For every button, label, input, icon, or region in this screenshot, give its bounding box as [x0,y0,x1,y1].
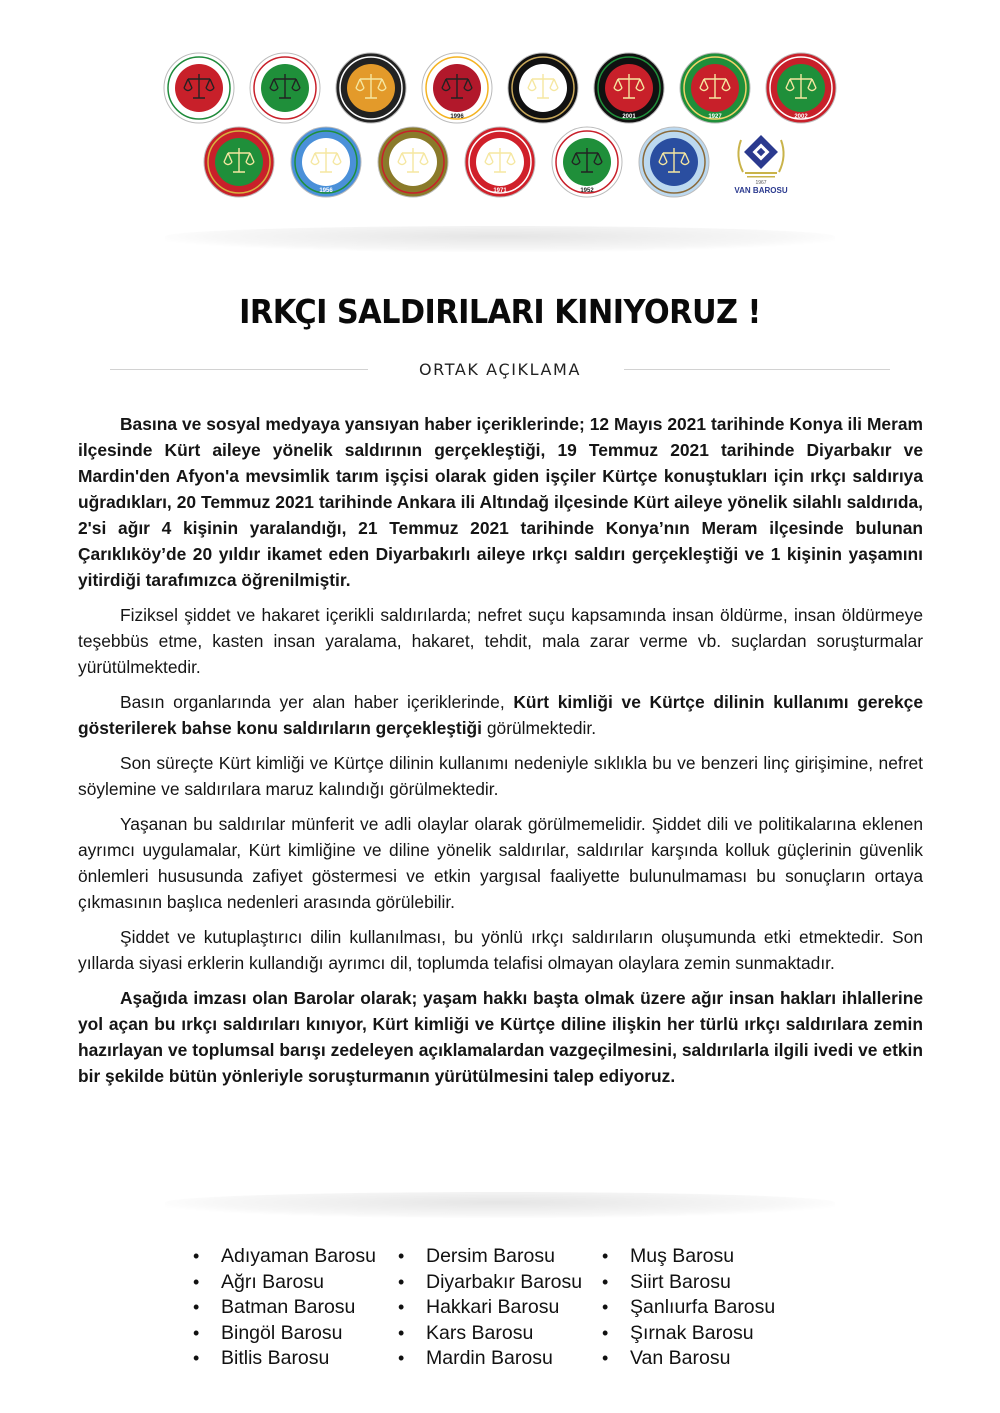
emphasized-text: Basına ve sosyal medyaya yansıyan haber içeriklerinde; 12 Mayıs 2021 tarihinde Konya ili Meram ilçesinde Kürt aileye yönelik saldırının gerçekleştiği, 19 Temmuz 2021 tarihinde Diyarbakır ve Mardin'den Afyon'a mevsimlik tarım işçisi olarak giden işçiler Kürtçe konuştukları için ırkçı saldırıya uğradıkları, 20 Temmuz 2021 tarihinde Ankara ili Altındağ ilçesinde Kürt aileye yönelik silahlı saldırıda, 2'si ağır 4 kişinin yaralandığı, 21 Temmuz 2021 tarihinde Konya’nın Meram ilçesinde bulunan Çarıklıköy’de 20 yıldır ikamet eden Diyarbakırlı aileye ırkçı saldırı gerçekleştiği ve 1 kişinin yaşamını yitirdiği tarafımızca öğrenilmiştir. [78,414,923,590]
svg-text:2001: 2001 [622,114,636,120]
paragraph-text: Şiddet ve kutuplaştırıcı dilin kullanılması, bu yönlü ırkçı saldırıların oluşumunda etki etmektedir. Son yıllarda siyasi erklerin kullandığı ayrımcı dil, toplumda telafisi olmayan olaylara zemin sunmaktadır. [78,927,923,973]
logo-hakkari-barosu [765,52,837,124]
paragraph-text: Fiziksel şiddet ve hakaret içerikli saldırılarda; nefret suçu kapsamında insan öldürme, insan öldürmeye teşebbüs etme, kasten insan yaralama, hakaret, tehdit, mala zarar verme vb. suçlardan soruşturmalar yürütülmektedir. [78,605,923,677]
logo-kars-barosu [203,126,275,198]
bar-seal-icon [421,52,493,124]
svg-text:1956: 1956 [319,188,333,194]
bar-seal-icon [638,126,710,198]
svg-text:2002: 2002 [794,114,808,120]
van-barosu-emblem-icon [725,126,797,198]
signatory-item: • Bitlis Barosu [190,1346,395,1372]
bar-seal-icon [377,126,449,198]
logo-siirt-barosu [464,126,536,198]
emphasized-text: Aşağıda imzası olan Barolar olarak; yaşam hakkı başta olmak üzere ağır insan hakları ihlallerine yol açan bu ırkçı saldırıları kınıyor, Kürt kimliği ve Kürtçe diline ilişkin her türlü ırkçı saldırılara zemin hazırlayan ve toplumsal barışı zedeleyen açıklamalardan vazgeçilmesini, saldırılarla ilgili ivedi ve etkin bir şekilde bütün yönleriyle soruşturmanın yürütülmesini talep ediyoruz. [78,988,923,1086]
statement-paragraph [78,750,923,802]
statement-paragraph [78,811,923,915]
statement-paragraph [78,411,923,593]
paragraph-text: Basın organlarında yer alan haber içeriklerinde, [120,692,514,712]
statement-paragraph [78,924,923,976]
divider-right [624,369,890,370]
statement-paragraph [78,602,923,680]
bar-seal-icon [551,126,623,198]
signatory-column-2 [395,1244,599,1372]
signatory-item: • Hakkari Barosu [395,1295,599,1321]
logo-a-r-barosu [249,52,321,124]
statement-paragraph [78,689,923,741]
svg-text:1967: 1967 [755,180,767,186]
signatory-item: • Diyarbakır Barosu [395,1270,599,1296]
statement-body [78,411,923,1098]
paragraph-text: Yaşanan bu saldırılar münferit ve adli olaylar olarak görülmemelidir. Şiddet dili ve politikalarına eklenen ayrımcı uygulamalar, Kürt kimliğine ve diline yönelik saldırılar, saldırılar karşında kolluk güçlerinin güvenlik önlemleri hususunda zafiyet göstermesi ve etkin yargısal faaliyette bulunulmaması bu sonuçların ortaya çıkmasının başlıca nedenleri arasında görülebilir. [78,814,923,912]
logo-anl-urfa-barosu [551,126,623,198]
signatory-item: • Siirt Barosu [599,1270,799,1296]
logo-mu-barosu [377,126,449,198]
signatory-item: • Şanlıurfa Barosu [599,1295,799,1321]
svg-text:1952: 1952 [580,188,594,194]
bar-seal-icon [203,126,275,198]
bar-seal-icon [290,126,362,198]
signatory-item: • Şırnak Barosu [599,1321,799,1347]
header-shadow-divider [165,226,835,252]
signatory-column-1 [190,1244,395,1372]
svg-text:1927: 1927 [708,114,722,120]
logo-van-barosu [725,126,797,198]
bar-seal-icon [765,52,837,124]
signatory-item: • Bingöl Barosu [190,1321,395,1347]
logo-mardin-barosu [290,126,362,198]
signatory-item: • Ağrı Barosu [190,1270,395,1296]
bar-seal-icon [335,52,407,124]
svg-text:1996: 1996 [450,114,464,120]
statement-paragraph [78,985,923,1089]
logo-batman-barosu [335,52,407,124]
subtitle-block [110,360,890,382]
logo-diyarbak-r-barosu [679,52,751,124]
svg-text:1971: 1971 [493,188,507,194]
logo-t-c-bing-l-barosu [421,52,493,124]
paragraph-text: görülmektedir. [482,718,597,738]
bar-seal-icon [507,52,579,124]
bar-seal-icon [679,52,751,124]
logo-rnak-barosu [638,126,710,198]
logo-row-1 [0,52,1000,124]
document-title: IRKÇI SALDIRILARI KINIYORUZ ! [239,292,761,331]
svg-text:VAN BAROSU: VAN BAROSU [734,186,788,195]
bar-seal-icon [249,52,321,124]
logo-ad-yaman-barosu [163,52,235,124]
signatory-item: • Mardin Barosu [395,1346,599,1372]
signatory-list [190,1244,799,1372]
document-subtitle: ORTAK AÇIKLAMA [418,360,582,379]
signatory-item: • Adıyaman Barosu [190,1244,395,1270]
logo-tunceli-barosu [593,52,665,124]
signatory-item: • Muş Barosu [599,1244,799,1270]
signatory-item: • Kars Barosu [395,1321,599,1347]
footer-shadow-divider [165,1192,835,1218]
signatory-item: • Batman Barosu [190,1295,395,1321]
emphasized-text: Kürt kimliği ve Kürtçe dilinin kullanımı gerekçe gösterilerek bahse konu saldırıların gerçekleştiği [78,692,923,738]
bar-seal-icon [163,52,235,124]
paragraph-text: Son süreçte Kürt kimliği ve Kürtçe dilinin kullanımı nedeniyle sıklıkla bu ve benzeri linç girişimine, nefret söylemine ve saldırılara maruz kalındığı görülmektedir. [78,753,923,799]
logo-row-2 [0,126,1000,198]
bar-association-logos [0,52,1000,198]
signatory-item: • Dersim Barosu [395,1244,599,1270]
signatory-column-3 [599,1244,799,1372]
signatory-item: • Van Barosu [599,1346,799,1372]
logo-bitlis-barosu [507,52,579,124]
bar-seal-icon [593,52,665,124]
bar-seal-icon [464,126,536,198]
